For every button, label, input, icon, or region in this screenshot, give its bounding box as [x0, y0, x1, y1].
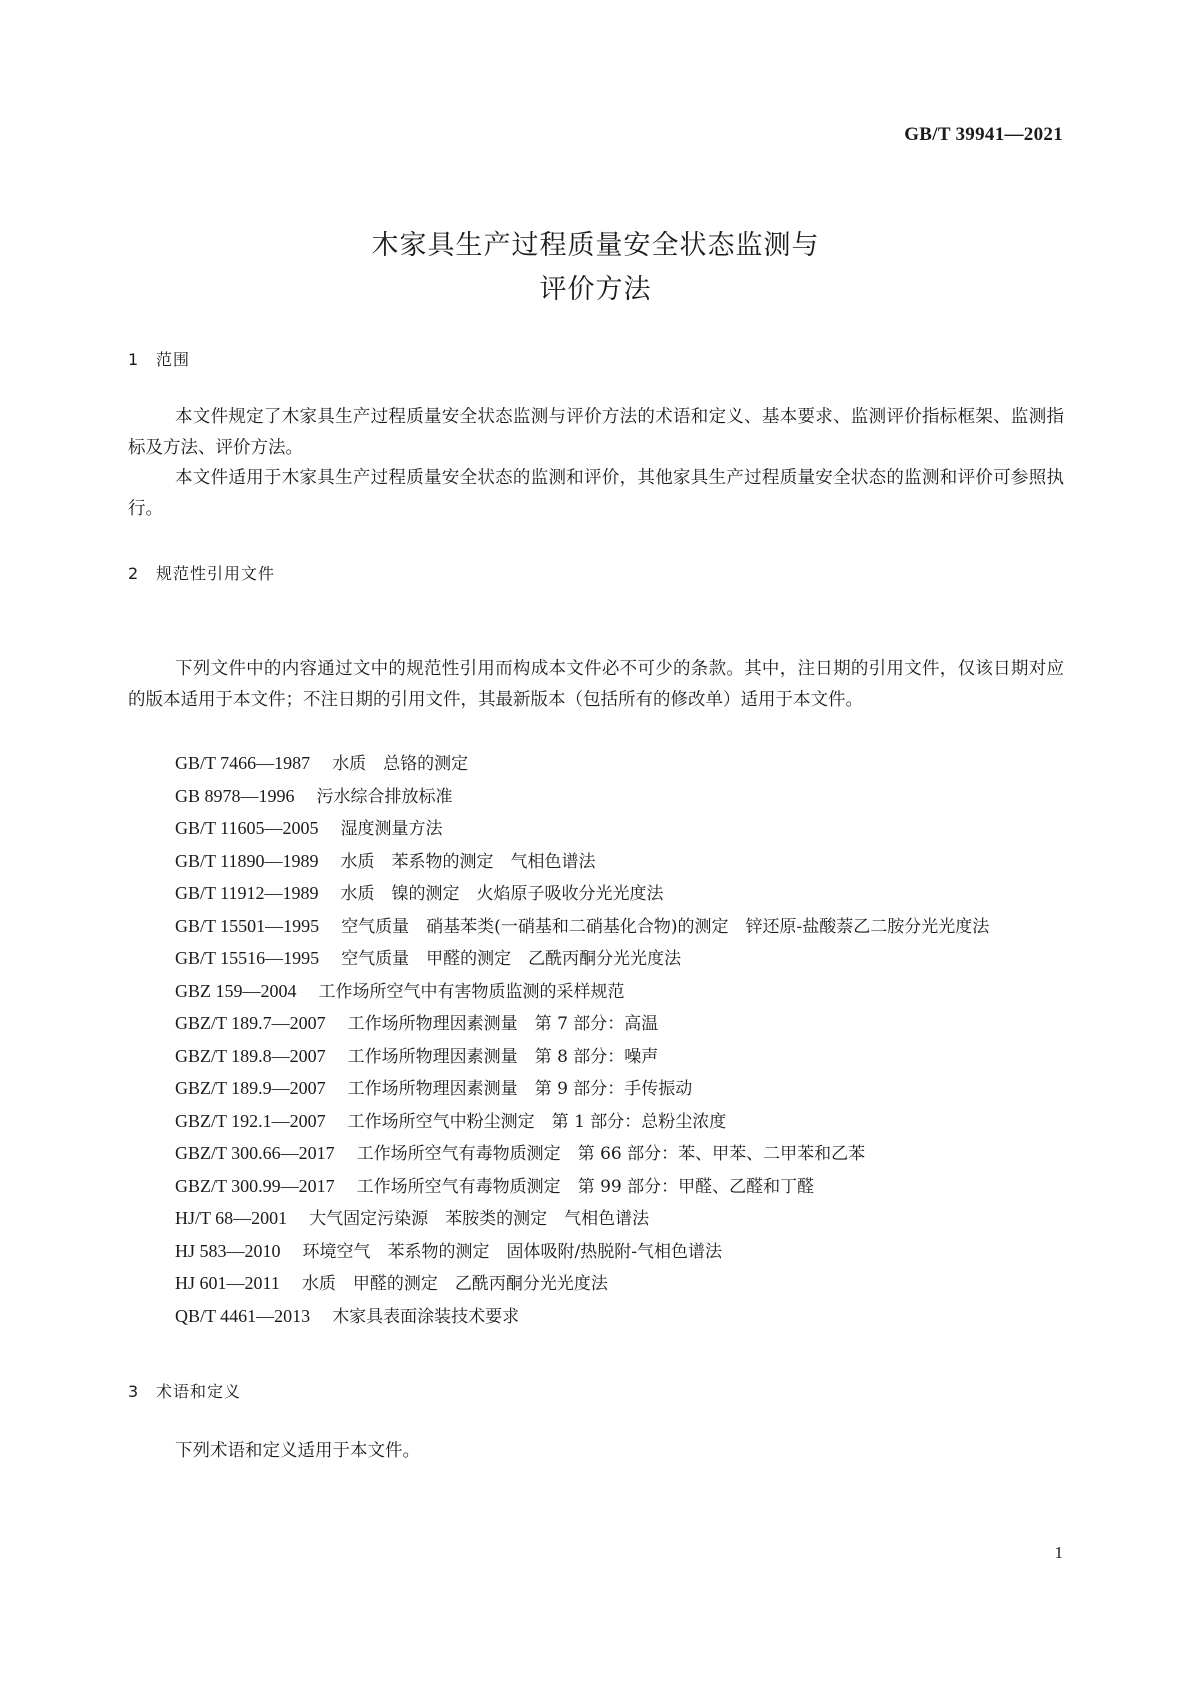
section-1-heading: [128, 347, 190, 370]
section-2-paragraph-1: 下列文件中的内容通过文中的规范性引用而构成本文件必不可少的条款。其中，注日期的引用文件，仅该日期对应的版本适用于本文件；不注日期的引用文件，其最新版本（包括所有的修改单）适用于本文件。: [128, 659, 1064, 710]
reference-title: 工作场所空气有毒物质测定 第 66 部分：苯、甲苯、二甲苯和乙苯: [356, 1144, 866, 1164]
reference-code: GB/T 15516—1995: [175, 948, 320, 968]
reference-item: [128, 748, 1064, 781]
reference-code: GB/T 11890—1989: [175, 850, 319, 871]
reference-title: 空气质量 硝基苯类(一硝基和二硝基化合物)的测定 锌还原-盐酸萘乙二胺分光光度法: [341, 916, 990, 937]
reference-code: HJ/T 68—2001: [175, 1208, 288, 1228]
reference-item: [128, 813, 1064, 846]
section-1-paragraph-2: 本文件适用于木家具生产过程质量安全状态的监测和评价，其他家具生产过程质量安全状态的监测和评价可参照执行。: [128, 468, 1064, 519]
reference-code: GBZ/T 189.9—2007: [175, 1078, 326, 1098]
reference-item: [128, 1073, 1064, 1106]
reference-item: [128, 846, 1064, 879]
reference-code: GBZ/T 189.7—2007: [175, 1013, 326, 1033]
reference-title: 木家具表面涂装技术要求: [332, 1306, 520, 1327]
reference-item: [128, 878, 1064, 911]
reference-title: 水质 甲醛的测定 乙酰丙酮分光光度法: [301, 1274, 608, 1294]
reference-title: 水质 镍的测定 火焰原子吸收分光光度法: [340, 884, 664, 904]
reference-code: GBZ/T 300.99—2017: [175, 1175, 335, 1196]
reference-title: 水质 苯系物的测定 气相色谱法: [340, 851, 596, 872]
section-3-paragraph-1: 下列术语和定义适用于本文件。: [175, 1441, 420, 1461]
reference-code: GBZ 159—2004: [175, 980, 297, 1001]
reference-code: GB/T 7466—1987: [175, 753, 311, 773]
reference-code: HJ 601—2011: [175, 1273, 280, 1293]
page-number: 1: [1054, 1543, 1063, 1562]
reference-code: GB/T 11912—1989: [175, 883, 319, 903]
reference-item: [128, 1138, 1064, 1171]
reference-title: 工作场所物理因素测量 第 7 部分：高温: [347, 1014, 659, 1034]
section-2-title: 规范性引用文件: [156, 564, 276, 583]
section-1-paragraph-1: 本文件规定了木家具生产过程质量安全状态监测与评价方法的术语和定义、基本要求、监测评价指标框架、监测指标及方法、评价方法。: [128, 407, 1064, 458]
reference-item: [128, 1268, 1064, 1301]
reference-item: [128, 1203, 1064, 1236]
section-3-heading: [128, 1379, 241, 1402]
section-1-title: 范围: [156, 350, 191, 369]
reference-title: 工作场所物理因素测量 第 8 部分：噪声: [347, 1046, 659, 1067]
reference-item: [128, 911, 1064, 944]
reference-title: 水质 总铬的测定: [332, 754, 469, 774]
reference-code: QB/T 4461—2013: [175, 1305, 311, 1326]
reference-title: 污水综合排放标准: [316, 786, 453, 807]
reference-title: 湿度测量方法: [340, 819, 443, 839]
reference-item: [128, 976, 1064, 1009]
reference-title: 工作场所物理因素测量 第 9 部分：手传振动: [347, 1079, 693, 1099]
reference-title: 工作场所空气有毒物质测定 第 99 部分：甲醛、乙醛和丁醛: [356, 1176, 815, 1197]
section-2-heading: [128, 561, 275, 584]
reference-code: GBZ/T 300.66—2017: [175, 1143, 335, 1163]
reference-code: GB 8978—1996: [175, 785, 295, 806]
reference-title: 工作场所空气中有害物质监测的采样规范: [318, 981, 625, 1002]
reference-title: 空气质量 甲醛的测定 乙酰丙酮分光光度法: [341, 949, 682, 969]
reference-item: [128, 1008, 1064, 1041]
reference-code: HJ 583—2010: [175, 1240, 281, 1261]
reference-item: [128, 1041, 1064, 1074]
reference-title: 环境空气 苯系物的测定 固体吸附/热脱附-气相色谱法: [302, 1241, 722, 1262]
document-title-line-2: 评价方法: [539, 274, 652, 305]
reference-code: GBZ/T 189.8—2007: [175, 1045, 326, 1066]
reference-code: GBZ/T 192.1—2007: [175, 1110, 326, 1131]
normative-reference-list: [128, 748, 1064, 1333]
section-3-number: 3: [128, 1382, 140, 1401]
reference-code: GB/T 15501—1995: [175, 915, 320, 936]
section-3-title: 术语和定义: [156, 1382, 242, 1401]
section-1-number: 1: [128, 350, 140, 369]
reference-title: 工作场所空气中粉尘测定 第 1 部分：总粉尘浓度: [347, 1111, 727, 1132]
section-2-number: 2: [128, 564, 140, 583]
reference-title: 大气固定污染源 苯胺类的测定 气相色谱法: [309, 1209, 650, 1229]
reference-item: [128, 1171, 1064, 1204]
document-title: [0, 224, 1191, 312]
reference-item: [128, 781, 1064, 814]
reference-item: [128, 1301, 1064, 1334]
reference-item: [128, 1236, 1064, 1269]
document-title-line-1: 木家具生产过程质量安全状态监测与: [371, 230, 820, 261]
reference-code: GB/T 11605—2005: [175, 818, 319, 838]
reference-item: [128, 1106, 1064, 1139]
standard-code: GB/T 39941—2021: [904, 124, 1063, 145]
reference-item: [128, 943, 1064, 976]
